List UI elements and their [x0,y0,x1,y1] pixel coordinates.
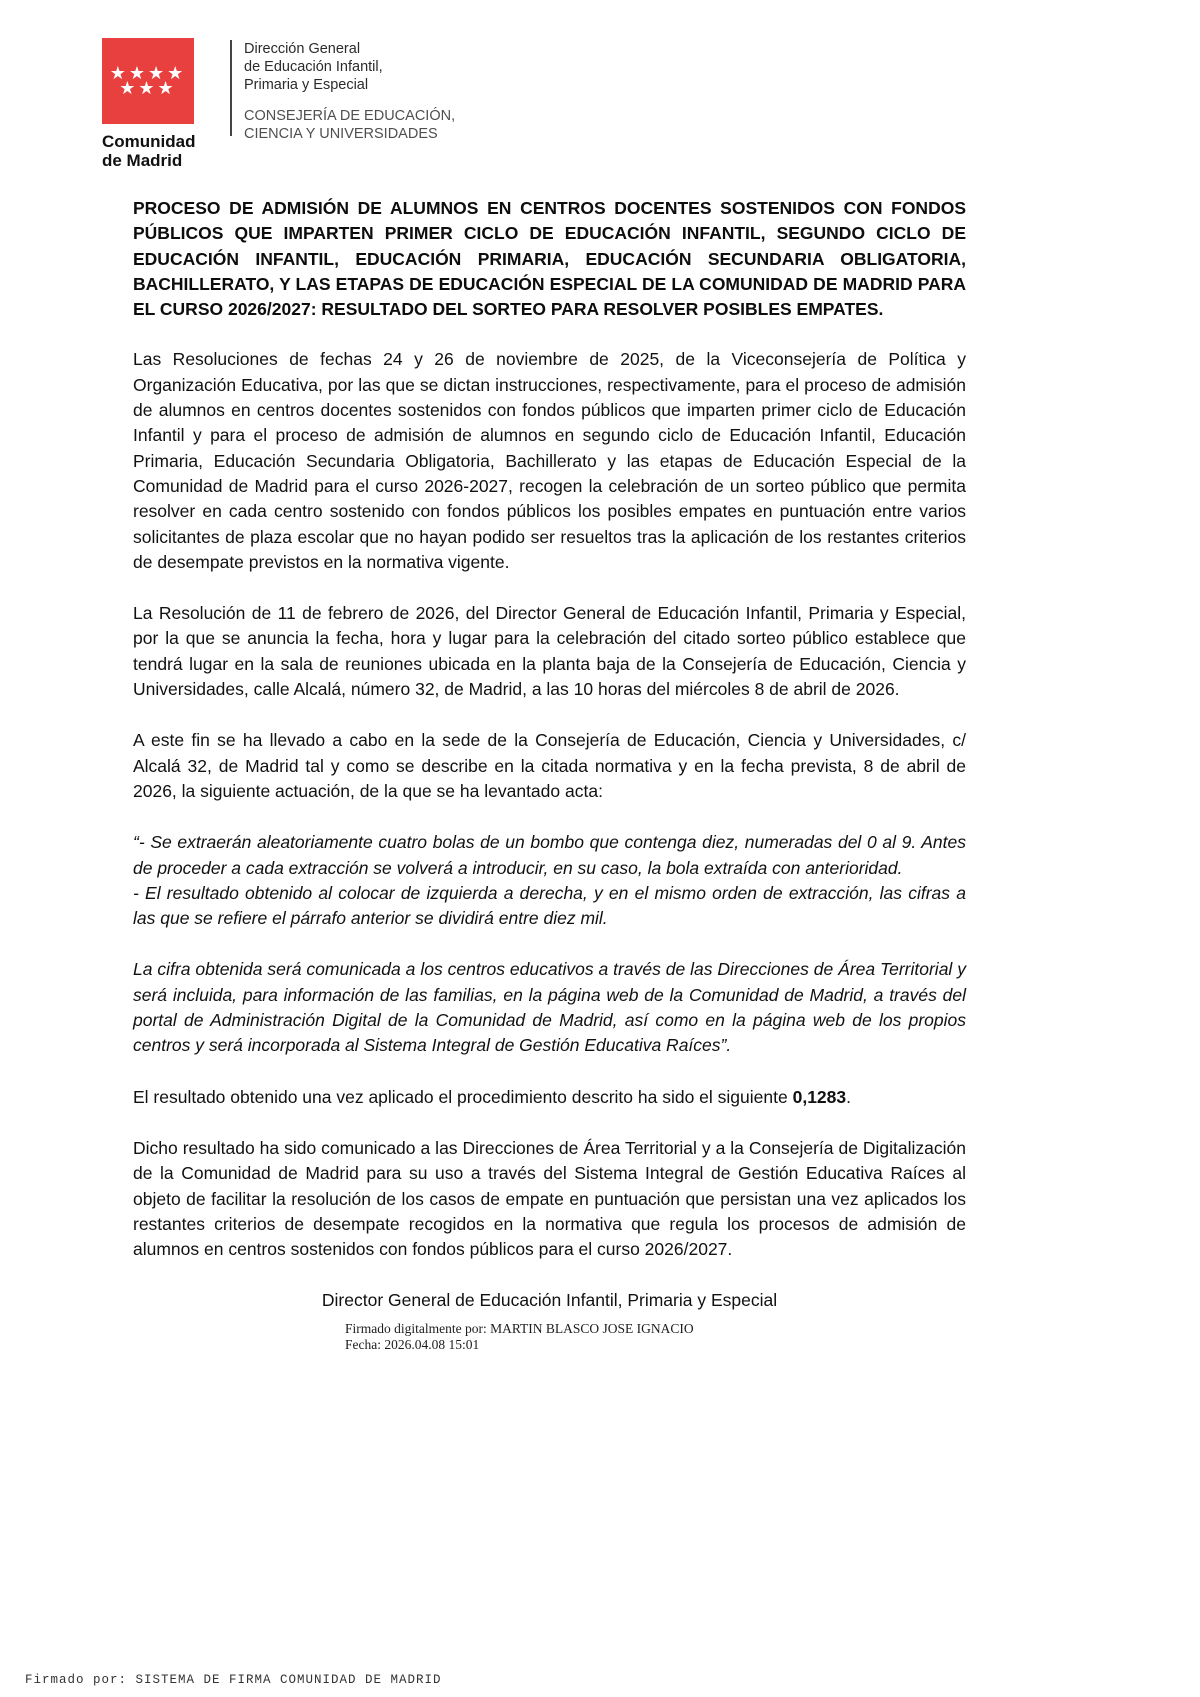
letterhead [102,38,455,170]
madrid-flag-icon [102,38,194,124]
digital-signature-stamp [345,1321,966,1353]
madrid-logo [102,38,220,170]
stars-icon: ★★★ [119,78,177,98]
paragraph-a-este-fin: A este fin se ha llevado a cabo en la sede de la Consejería de Educación, Ciencia y Universidades, c/ Alcalá 32, de Madrid tal y como se describe en la citada normativa y en la fecha prevista, 8 de abril de 2026, la siguiente actuación, de la que se ha levantado acta: [133,730,966,801]
stars-icon: ★★★★ [109,63,187,83]
paragraph-resoluciones: Las Resoluciones de fechas 24 y 26 de noviembre de 2025, de la Viceconsejería de Política y Organización Educativa, por las que se dictan instrucciones, respectivamente, para el proceso de admisión de alumnos en centros docentes sostenidos con fondos públicos que imparten primer ciclo de Educación Infantil y para el proceso de admisión de alumnos en segundo ciclo de Educación Infantil, Educación Primaria, Educación Secundaria Obligatoria, Bachillerato y las etapas de Educación Especial de la Comunidad de Madrid para el curso 2026-2027, recogen la celebración de un sorteo público que permita resolver en cada centro sostenido con fondos públicos los posibles empates en puntuación entre varios solicitantes de plaza escolar que no hayan podido ser resueltos tras la aplicación de los restantes criterios de desempate previstos en la normativa vigente. [133,349,966,572]
consejeria-line: CIENCIA Y UNIVERSIDADES [244,126,438,142]
document-title: PROCESO DE ADMISIÓN DE ALUMNOS EN CENTROS DOCENTES SOSTENIDOS CON FONDOS PÚBLICOS QUE IMPARTEN PRIMER CICLO DE EDUCACIÓN INFANTIL, SEGUNDO CICLO DE EDUCACIÓN INFANTIL, EDUCACIÓN PRIMARIA, EDUCACIÓN SECUNDARIA OBLIGATORIA, BACHILLERATO, Y LAS ETAPAS DE EDUCACIÓN ESPECIAL DE LA COMUNIDAD DE MADRID PARA EL CURSO 2026/2027: RESULTADO DEL SORTEO PARA RESOLVER POSIBLES EMPATES. [133,198,966,320]
header-divider [230,40,232,136]
department-line: Dirección General [244,41,361,57]
paragraph-resolucion-febrero: La Resolución de 11 de febrero de 2026, del Director General de Educación Infantil, Primaria y Especial, por la que se anuncia la fecha, hora y lugar para la celebración del citado sorteo público establece que tendrá lugar en la sala de reuniones ubicada en la planta baja de la Consejería de Educación, Ciencia y Universidades, calle Alcalá, número 32, de Madrid, a las 10 horas del miércoles 8 de abril de 2026. [133,603,966,700]
result-suffix: . [846,1086,851,1107]
quote-communication: La cifra obtenida será comunicada a los centros educativos a través de las Direcciones de Área Territorial y será incluida, para información de las familias, en la página web de la Comunidad de Madrid, a través del portal de Administración Digital de la Comunidad de Madrid, así como en la página web de los propios centros y será incorporada al Sistema Integral de Gestión Educativa Raíces”. [133,959,966,1056]
paragraph-result [133,1085,966,1110]
header-text [244,38,455,143]
stamp-signer: Firmado digitalmente por: MARTIN BLASCO JOSE IGNACIO [345,1321,694,1337]
logo-caption-line2: de Madrid [102,151,183,170]
quote-extraction-1: “- Se extraerán aleatoriamente cuatro bolas de un bombo que contenga diez, numeradas del 0 al 9. Antes de proceder a cada extracción se volverá a introducir, en su caso, la bola extraída con anterioridad. [133,832,966,878]
department-line: de Educación Infantil, [244,59,383,75]
document-body [133,196,966,1353]
logo-caption [102,132,220,170]
paragraph-dicho-resultado: Dicho resultado ha sido comunicado a las Direcciones de Área Territorial y a la Consejería de Digitalización de la Comunidad de Madrid para su uso a través del Sistema Integral de Gestión Educativa Raíces al objeto de facilitar la resolución de los casos de empate en puntuación que persistan una vez aplicados los restantes criterios de desempate recogidos en la normativa que regula los procesos de admisión de alumnos en centros sostenidos con fondos públicos para el curso 2026/2027. [133,1137,966,1260]
department-line: Primaria y Especial [244,77,369,93]
logo-caption-line1: Comunidad [102,132,196,151]
consejeria-name [244,107,455,143]
footer-signature: Firmado por: SISTEMA DE FIRMA COMUNIDAD DE MADRID [25,1673,442,1687]
result-value: 0,1283 [792,1086,847,1107]
quote-extraction-2: - El resultado obtenido al colocar de izquierda a derecha, y en el mismo orden de extracción, las cifras a las que se refiere el párrafo anterior se dividirá entre diez mil. [133,882,966,929]
result-prefix: El resultado obtenido una vez aplicado el procedimiento descrito ha sido el siguiente [133,1086,793,1107]
department-name [244,40,455,94]
signature-role: Director General de Educación Infantil, Primaria y Especial [321,1290,778,1311]
consejeria-line: CONSEJERÍA DE EDUCACIÓN, [244,108,456,124]
stamp-date: Fecha: 2026.04.08 15:01 [345,1337,480,1353]
